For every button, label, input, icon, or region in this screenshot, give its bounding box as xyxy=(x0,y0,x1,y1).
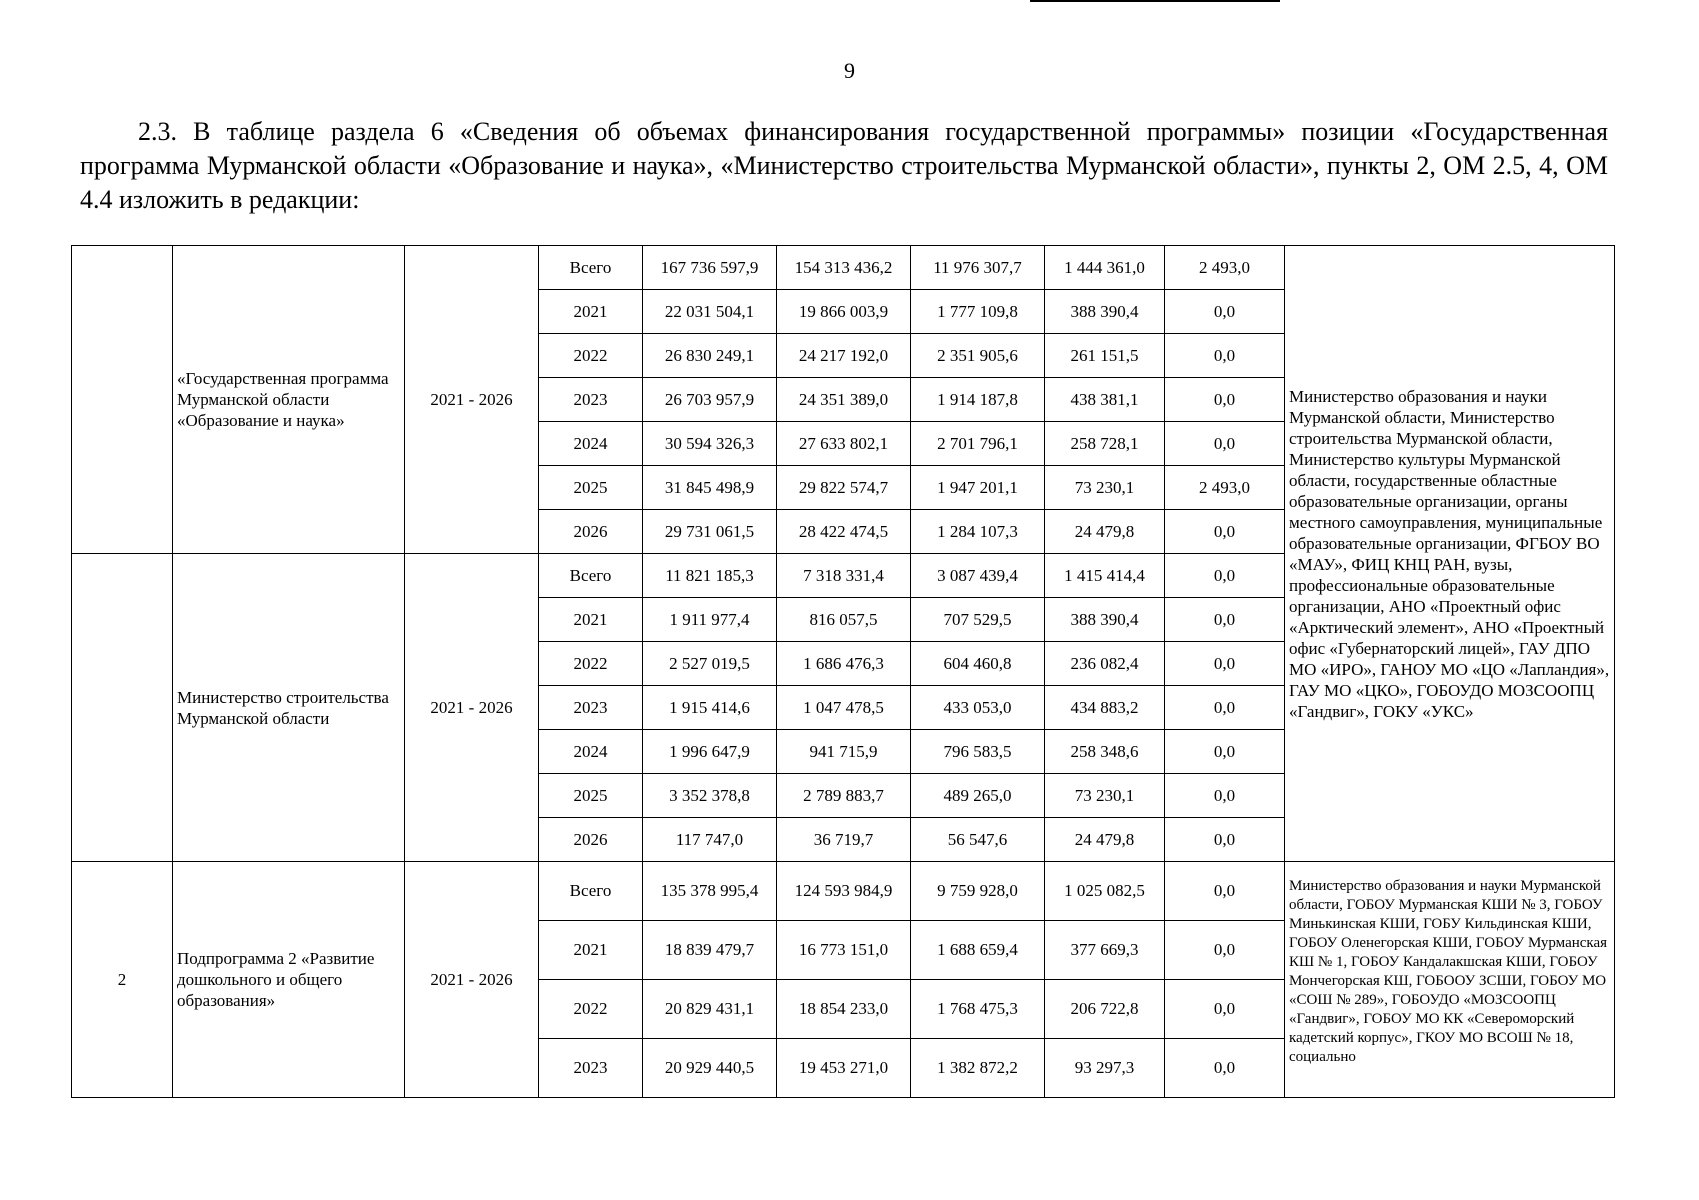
amount-cell: 7 318 331,4 xyxy=(777,554,911,598)
financing-table xyxy=(71,245,1615,1098)
amount-cell: 73 230,1 xyxy=(1045,774,1165,818)
period-cell: 2021 - 2026 xyxy=(405,246,539,554)
amount-cell: 20 829 431,1 xyxy=(643,980,777,1039)
amount-cell: 24 217 192,0 xyxy=(777,334,911,378)
amount-cell: 28 422 474,5 xyxy=(777,510,911,554)
amount-cell: 2 789 883,7 xyxy=(777,774,911,818)
amount-cell: 1 025 082,5 xyxy=(1045,862,1165,921)
amount-cell: 19 866 003,9 xyxy=(777,290,911,334)
year-cell: Всего xyxy=(539,554,643,598)
amount-cell: 1 911 977,4 xyxy=(643,598,777,642)
amount-cell: 377 669,3 xyxy=(1045,921,1165,980)
amount-cell: 0,0 xyxy=(1165,554,1285,598)
amount-cell: 2 493,0 xyxy=(1165,246,1285,290)
amount-cell: 0,0 xyxy=(1165,422,1285,466)
amount-cell: 0,0 xyxy=(1165,378,1285,422)
amount-cell: 236 082,4 xyxy=(1045,642,1165,686)
amount-cell: 707 529,5 xyxy=(911,598,1045,642)
amount-cell: 1 688 659,4 xyxy=(911,921,1045,980)
amount-cell: 93 297,3 xyxy=(1045,1039,1165,1098)
year-cell: 2023 xyxy=(539,1039,643,1098)
amount-cell: 0,0 xyxy=(1165,921,1285,980)
amount-cell: 0,0 xyxy=(1165,642,1285,686)
amount-cell: 3 087 439,4 xyxy=(911,554,1045,598)
amount-cell: 258 348,6 xyxy=(1045,730,1165,774)
table-row xyxy=(72,246,1615,290)
amount-cell: 0,0 xyxy=(1165,774,1285,818)
amount-cell: 489 265,0 xyxy=(911,774,1045,818)
amount-cell: 816 057,5 xyxy=(777,598,911,642)
amount-cell: 11 821 185,3 xyxy=(643,554,777,598)
amount-cell: 24 479,8 xyxy=(1045,818,1165,862)
amount-cell: 1 768 475,3 xyxy=(911,980,1045,1039)
amount-cell: 22 031 504,1 xyxy=(643,290,777,334)
year-cell: Всего xyxy=(539,862,643,921)
amount-cell: 31 845 498,9 xyxy=(643,466,777,510)
period-cell: 2021 - 2026 xyxy=(405,554,539,862)
amount-cell: 2 351 905,6 xyxy=(911,334,1045,378)
amount-cell: 1 915 414,6 xyxy=(643,686,777,730)
year-cell: 2023 xyxy=(539,686,643,730)
amount-cell: 11 976 307,7 xyxy=(911,246,1045,290)
amount-cell: 26 703 957,9 xyxy=(643,378,777,422)
year-cell: 2023 xyxy=(539,378,643,422)
table-row xyxy=(72,862,1615,921)
amount-cell: 438 381,1 xyxy=(1045,378,1165,422)
amount-cell: 29 731 061,5 xyxy=(643,510,777,554)
year-cell: 2021 xyxy=(539,598,643,642)
amount-cell: 0,0 xyxy=(1165,980,1285,1039)
program-name-cell: «Государственная программа Мурманской области «Образование и наука» xyxy=(173,246,405,554)
amount-cell: 73 230,1 xyxy=(1045,466,1165,510)
amount-cell: 0,0 xyxy=(1165,290,1285,334)
amount-cell: 16 773 151,0 xyxy=(777,921,911,980)
amount-cell: 1 914 187,8 xyxy=(911,378,1045,422)
row-number-cell: 2 xyxy=(72,862,173,1098)
amount-cell: 18 854 233,0 xyxy=(777,980,911,1039)
amount-cell: 0,0 xyxy=(1165,510,1285,554)
amount-cell: 0,0 xyxy=(1165,334,1285,378)
year-cell: 2021 xyxy=(539,921,643,980)
amount-cell: 0,0 xyxy=(1165,686,1285,730)
amount-cell: 18 839 479,7 xyxy=(643,921,777,980)
year-cell: 2025 xyxy=(539,466,643,510)
amount-cell: 388 390,4 xyxy=(1045,598,1165,642)
amount-cell: 27 633 802,1 xyxy=(777,422,911,466)
amount-cell: 1 996 647,9 xyxy=(643,730,777,774)
amount-cell: 1 947 201,1 xyxy=(911,466,1045,510)
amount-cell: 30 594 326,3 xyxy=(643,422,777,466)
year-cell: 2022 xyxy=(539,642,643,686)
program-name-cell: Министерство строительства Мурманской области xyxy=(173,554,405,862)
amount-cell: 19 453 271,0 xyxy=(777,1039,911,1098)
period-cell: 2021 - 2026 xyxy=(405,862,539,1098)
amount-cell: 3 352 378,8 xyxy=(643,774,777,818)
amount-cell: 796 583,5 xyxy=(911,730,1045,774)
amount-cell: 1 444 361,0 xyxy=(1045,246,1165,290)
executors-cell: Министерство образования и науки Мурманской области, Министерство строительства Мурманской области, Министерство культуры Мурманской области, государственные областные образовательные организации, органы местного самоуправления, муниципальные образовательные организации, ФГБОУ ВО «МАУ», ФИЦ КНЦ РАН, вузы, профессиональные образовательные организации, АНО «Проектный офис «Арктический элемент», АНО «Проектный офис «Губернаторский лицей», ГАУ ДПО МО «ИРО», ГАНОУ МО «ЦО «Лапландия», ГАУ МО «ЦКО», ГОБОУДО МОЗСООПЦ «Гандвиг», ГОКУ «УКС» xyxy=(1285,246,1615,862)
amount-cell: 0,0 xyxy=(1165,818,1285,862)
amount-cell: 24 479,8 xyxy=(1045,510,1165,554)
amount-cell: 26 830 249,1 xyxy=(643,334,777,378)
amount-cell: 117 747,0 xyxy=(643,818,777,862)
amount-cell: 1 047 478,5 xyxy=(777,686,911,730)
amount-cell: 29 822 574,7 xyxy=(777,466,911,510)
table-body xyxy=(72,246,1615,1098)
amount-cell: 124 593 984,9 xyxy=(777,862,911,921)
year-cell: 2024 xyxy=(539,730,643,774)
amount-cell: 9 759 928,0 xyxy=(911,862,1045,921)
amount-cell: 167 736 597,9 xyxy=(643,246,777,290)
year-cell: 2022 xyxy=(539,980,643,1039)
amount-cell: 36 719,7 xyxy=(777,818,911,862)
amount-cell: 941 715,9 xyxy=(777,730,911,774)
row-number-cell xyxy=(72,554,173,862)
amount-cell: 24 351 389,0 xyxy=(777,378,911,422)
amount-cell: 434 883,2 xyxy=(1045,686,1165,730)
intro-paragraph: 2.3. В таблице раздела 6 «Сведения об объемах финансирования государственной программы» позиции «Государственная программа Мурманской области «Образование и наука», «Министерство строительства Мурманской области», пункты 2, ОМ 2.5, 4, ОМ 4.4 изложить в редакции: xyxy=(80,117,1608,214)
year-cell: 2026 xyxy=(539,510,643,554)
year-cell: 2026 xyxy=(539,818,643,862)
amount-cell: 2 493,0 xyxy=(1165,466,1285,510)
page-number: 9 xyxy=(844,58,855,83)
amount-cell: 0,0 xyxy=(1165,730,1285,774)
year-cell: 2025 xyxy=(539,774,643,818)
top-cut-rule xyxy=(1030,0,1280,2)
amount-cell: 20 929 440,5 xyxy=(643,1039,777,1098)
amount-cell: 258 728,1 xyxy=(1045,422,1165,466)
amount-cell: 56 547,6 xyxy=(911,818,1045,862)
amount-cell: 135 378 995,4 xyxy=(643,862,777,921)
amount-cell: 388 390,4 xyxy=(1045,290,1165,334)
program-name-cell: Подпрограмма 2 «Развитие дошкольного и общего образования» xyxy=(173,862,405,1098)
amount-cell: 433 053,0 xyxy=(911,686,1045,730)
year-cell: Всего xyxy=(539,246,643,290)
amount-cell: 206 722,8 xyxy=(1045,980,1165,1039)
amount-cell: 154 313 436,2 xyxy=(777,246,911,290)
amount-cell: 1 415 414,4 xyxy=(1045,554,1165,598)
executors-cell: Министерство образования и науки Мурманской области, ГОБОУ Мурманская КШИ № 3, ГОБОУ Минькинская КШИ, ГОБУ Кильдинская КШИ, ГОБОУ Оленегорская КШИ, ГОБОУ Мурманская КШ № 1, ГОБОУ Кандалакшская КШИ, ГОБОУ Мончегорская КШ, ГОБООУ ЗСШИ, ГОБОУ МО «СОШ № 289», ГОБОУДО «МОЗСООПЦ «Гандвиг», ГОБОУ МО КК «Североморский кадетский корпус», ГКОУ МО ВСОШ № 18, социально xyxy=(1285,862,1615,1098)
amount-cell: 2 527 019,5 xyxy=(643,642,777,686)
year-cell: 2024 xyxy=(539,422,643,466)
amount-cell: 0,0 xyxy=(1165,862,1285,921)
amount-cell: 1 777 109,8 xyxy=(911,290,1045,334)
amount-cell: 1 686 476,3 xyxy=(777,642,911,686)
amount-cell: 0,0 xyxy=(1165,598,1285,642)
row-number-cell xyxy=(72,246,173,554)
amount-cell: 604 460,8 xyxy=(911,642,1045,686)
amount-cell: 2 701 796,1 xyxy=(911,422,1045,466)
amount-cell: 1 284 107,3 xyxy=(911,510,1045,554)
year-cell: 2021 xyxy=(539,290,643,334)
amount-cell: 0,0 xyxy=(1165,1039,1285,1098)
amount-cell: 261 151,5 xyxy=(1045,334,1165,378)
amount-cell: 1 382 872,2 xyxy=(911,1039,1045,1098)
year-cell: 2022 xyxy=(539,334,643,378)
